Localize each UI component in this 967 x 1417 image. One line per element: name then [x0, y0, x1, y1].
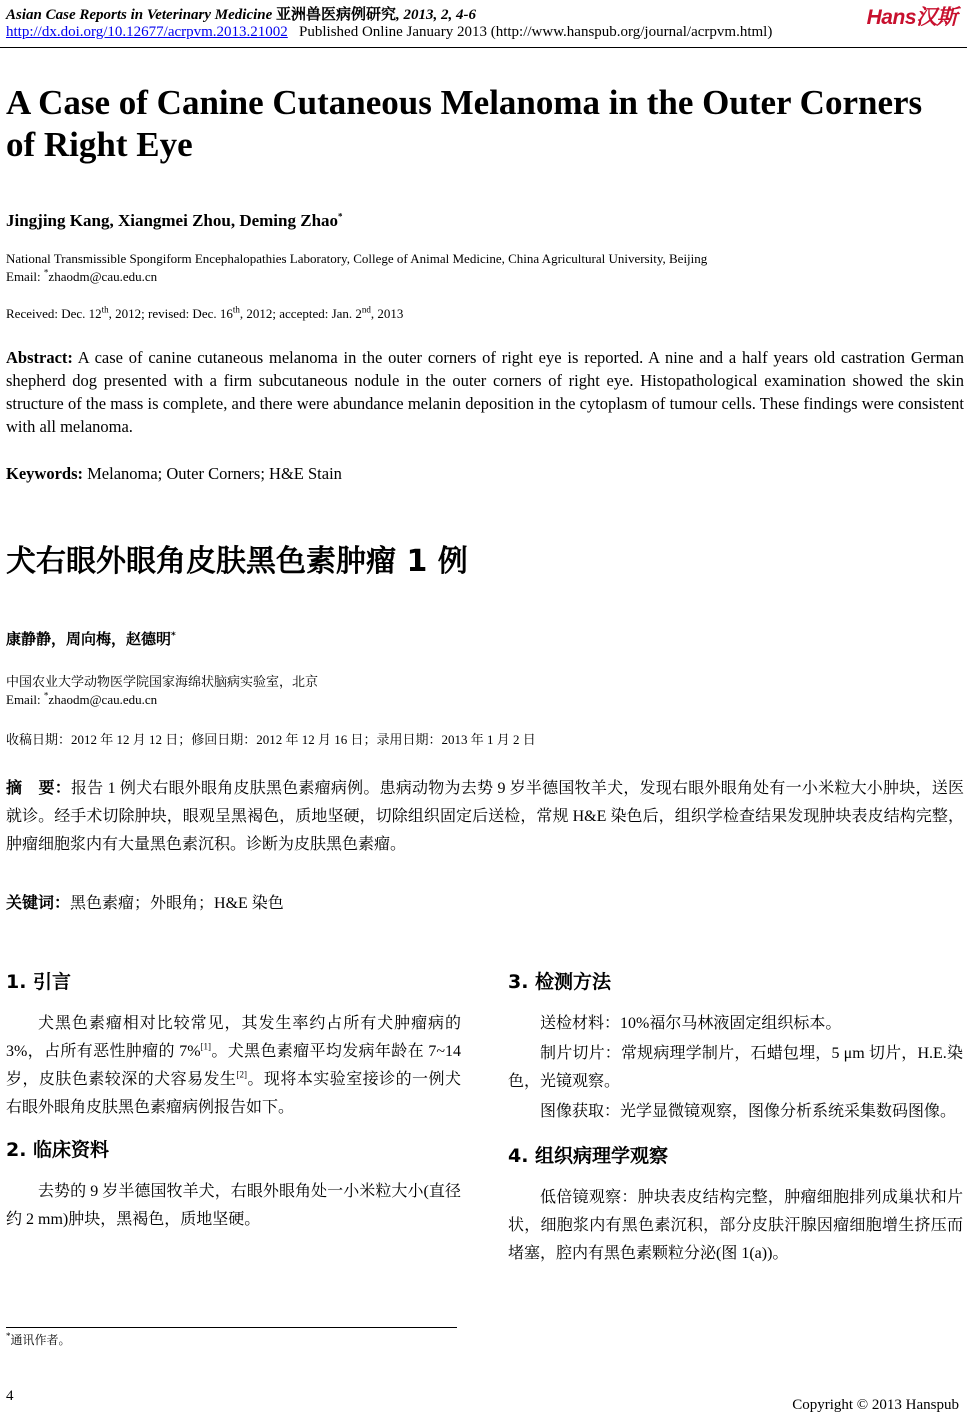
title-en-line-1: A Case of Canine Cutaneous Melanoma in the Outer Corners	[6, 83, 923, 122]
abstract-cn-label: 摘 要：	[6, 778, 71, 797]
keywords-cn-label: 关键词：	[6, 893, 71, 912]
section-3-paragraph-1: 送检材料：10%福尔马林液固定组织标本。	[540, 1015, 842, 1032]
doi-link[interactable]: http://dx.doi.org/10.12677/acrpvm.2013.21002	[6, 24, 288, 40]
section-4-paragraph: 低倍镜观察：肿块表皮结构完整，肿瘤细胞排列成巢状和片状，细胞浆内有黑色素沉积，部分皮肤汗腺因瘤细胞增生挤压而堵塞，腔内有黑色素颗粒分泌(图 1(a))。	[508, 1189, 963, 1262]
keywords-cn-text: 黑色素瘤；外眼角；H&E 染色	[70, 895, 284, 912]
email-address[interactable]: zhaodm@cau.edu.cn	[48, 269, 158, 284]
published-online: Published Online January 2013 (http://www.hanspub.org/journal/acrpvm.html)	[299, 24, 773, 40]
email-label: Email:	[6, 269, 44, 284]
corresponding-mark: *	[338, 211, 343, 222]
received-dates: Received: Dec. 12th, 2012; revised: Dec. 16th, 2012; accepted: Jan. 2nd, 2013	[6, 304, 404, 321]
title-en-line-2: of Right Eye	[6, 125, 193, 164]
section-2-paragraph: 去势的 9 岁半德国牧羊犬，右眼外眼角处一小米粒大小(直径约 2 mm)肿块，黑褐色，质地坚硬。	[6, 1183, 461, 1228]
footnote: *通讯作者。	[6, 1331, 71, 1347]
authors-en-names: Jingjing Kang, Xiangmei Zhou, Deming Zhao	[6, 211, 339, 230]
authors-cn	[6, 628, 176, 649]
section-3-heading: 3. 检测方法	[508, 971, 612, 993]
keywords-text: Melanoma; Outer Corners; H&E Stain	[83, 464, 342, 483]
right-column	[508, 968, 963, 1270]
journal-name-en: Asian Case Reports in Veterinary Medicine	[6, 7, 273, 23]
keywords-cn	[6, 890, 284, 913]
left-column	[6, 968, 461, 1236]
abstract-text: A case of canine cutaneous melanoma in the outer corners of right eye is reported. A nine and a half years old castration German shepherd dog presented with a firm subcutaneous nodule in the outer corners of right eye. Histopathological examination showed the skin structure of the mass is complete, and there were abundance melanin deposition in the cytoplasm of tumour cells. These findings were consistent with all melanoma.	[6, 348, 964, 436]
section-3-paragraph-3: 图像获取：光学显微镜观察，图像分析系统采集数码图像。	[540, 1103, 957, 1120]
section-2-heading: 2. 临床资料	[6, 1139, 110, 1161]
abstract-cn	[6, 774, 964, 859]
doi-line	[6, 24, 772, 41]
page-number: 4	[6, 1388, 14, 1404]
keywords-label: Keywords:	[6, 464, 83, 483]
authors-en	[6, 211, 343, 231]
paper-title-cn: 犬右眼外眼角皮肤黑色素肿瘤 1 例	[6, 544, 468, 579]
hans-logo: Hans汉斯	[866, 6, 957, 29]
journal-citation: , 2013, 2, 4-6	[396, 7, 477, 23]
citation-1[interactable]: [1]	[200, 1041, 212, 1052]
section-3-paragraph-2: 制片切片：常规病理学制片，石蜡包埋，5 μm 切片，H.E.染色，光镜观察。	[508, 1045, 963, 1090]
journal-name-cn: 亚洲兽医病例研究	[276, 7, 397, 23]
keywords-en	[6, 464, 342, 484]
abstract-en	[6, 346, 964, 438]
affiliation-cn: 中国农业大学动物医学院国家海绵状脑病实验室，北京	[6, 674, 319, 689]
email-mark: *	[43, 267, 49, 278]
dates-cn: 收稿日期：2012 年 12 月 12 日；修回日期：2012 年 12 月 16 日；录用日期：2013 年 1 月 2 日	[6, 732, 536, 747]
abstract-cn-text: 报告 1 例犬右眼外眼角皮肤黑色素瘤病例。患病动物为去势 9 岁半德国牧羊犬，发现右眼外眼角处有一小米粒大小肿块，送医就诊。经手术切除肿块，眼观呈黑褐色，质地坚硬，切除组织固定后送检，常规 H&E 染色后，组织学检查结果发现肿块表皮结构完整，肿瘤细胞浆内有大量黑色素沉积。诊断为皮肤黑色素瘤。	[6, 780, 964, 853]
affiliation-en: National Transmissible Spongiform Encephalopathies Laboratory, College of Animal Medicine, China Agricultural University, Beijing	[6, 251, 708, 266]
footnote-text: 通讯作者。	[10, 1333, 71, 1347]
footnote-divider	[6, 1327, 457, 1328]
abstract-label: Abstract:	[6, 348, 73, 367]
paper-title-en	[6, 82, 956, 166]
copyright: Copyright © 2013 Hanspub	[792, 1397, 959, 1413]
section-1-heading: 1. 引言	[6, 971, 72, 993]
header-divider	[0, 47, 967, 48]
section-1-paragraph: 犬黑色素瘤相对比较常见，其发生率约占所有犬肿瘤病的 3%，占所有恶性肿瘤的 7%[1]。犬黑色素瘤平均发病年龄在 7~14 岁，皮肤色素较深的犬容易发生[2]。现将本实验室接诊的一例犬右眼外眼角皮肤黑色素瘤病例报告如下。	[6, 1015, 461, 1116]
authors-cn-names: 康静静，周向梅，赵德明	[6, 630, 172, 648]
email-cn: Email: *zhaodm@cau.edu.cn	[6, 690, 158, 707]
citation-2[interactable]: [2]	[236, 1069, 247, 1080]
corresponding-mark-cn: *	[171, 631, 176, 641]
email-en	[6, 268, 157, 286]
journal-header	[6, 3, 476, 24]
section-4-heading: 4. 组织病理学观察	[508, 1145, 669, 1167]
